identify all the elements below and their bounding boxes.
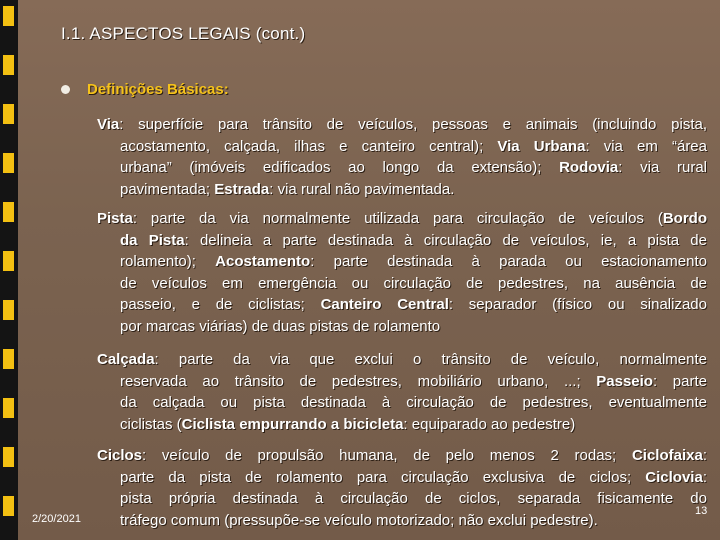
strip-block [3,447,14,467]
paragraph-line [97,349,707,371]
definition-text: passeio, e de ciclistas; [120,296,321,313]
strip-block [3,153,14,173]
strip-block [3,251,14,271]
term-bold: Rodovia [559,159,619,176]
paragraph-pista [97,208,707,337]
paragraph-line [97,251,707,273]
term-bold: da Pista [120,231,185,249]
definition-text: ciclistas ( [120,415,182,433]
definition-text: : parte da via que exclui o trânsito de veículo, normalmente [154,351,707,368]
definition-text: : parte [652,372,707,390]
term-bold: Bordo [662,210,707,227]
paragraph-line [97,294,707,316]
definition-text: reservada ao trânsito de pedestres, mobiliário urbano, ...; [120,372,597,390]
definition-text: da calçada ou pista destinada à circulação de pedestres, eventualmente [120,394,707,411]
paragraph-line [97,392,707,414]
term-bold: Ciclovia [645,468,703,486]
strip-block [3,104,14,124]
term-bold: Via [97,116,120,133]
paragraph-line [97,179,707,201]
strip-block [3,398,14,418]
strip-block [3,496,14,516]
paragraph-via [97,114,707,200]
definition-text: parte da pista de rolamento para circulação exclusiva de ciclos; [120,468,646,486]
definition-text: : via rural [618,159,708,176]
definition-text: tráfego comum (pressupõe-se veículo motorizado; não exclui pedestre). [120,511,598,529]
paragraph-line [97,230,707,252]
term-bold: Ciclofaixa [631,447,703,464]
definition-text: : [702,447,707,464]
page-number: 13 [695,505,708,517]
term-bold: Estrada [214,180,270,198]
definition-text: pavimentada; [120,180,215,198]
footer-date: 2/20/2021 [32,513,81,525]
paragraph-ciclos [97,445,707,531]
definition-text: : separador (físico ou sinalizado [448,296,707,313]
paragraph-line [97,510,707,532]
definition-text: : veículo de propulsão humana, de pelo menos 2 rodas; [142,447,632,464]
definition-text: : parte destinada à parada ou estacionamento [310,253,707,270]
definition-text: : via rural não pavimentada. [269,180,455,198]
definition-text: : [702,468,707,486]
definition-text: : equiparado ao pedestre) [403,415,576,433]
definition-text: pista própria destinada à circulação de ciclos, separada fisicamente do [120,490,707,507]
paragraph-line [97,208,707,230]
definition-text: rolamento); [120,253,216,270]
paragraph-line [97,273,707,295]
paragraph-line [97,157,707,179]
term-bold: Acostamento [215,253,311,270]
strip-block [3,6,14,26]
strip-block [3,300,14,320]
paragraph-line [97,136,707,158]
bullet-dot-icon [61,85,70,94]
definition-text: acostamento, calçada, ilhas e canteiro central); [120,137,498,155]
strip-block [3,202,14,222]
term-bold: Canteiro Central [320,296,449,313]
slide-title: I.1. ASPECTOS LEGAIS (cont.) [61,24,306,43]
definition-text: : delineia a parte destinada à circulação de veículos, ie, a pista de [184,231,707,249]
paragraph-line [97,316,707,338]
bullet-heading-text: Definições Básicas: [87,81,229,98]
definition-text: : superfície para trânsito de veículos, pessoas e animais (incluindo pista, [119,116,707,133]
strip-block [3,55,14,75]
paragraph-line [97,114,707,136]
paragraph-line [97,414,707,436]
term-bold: Pista [97,210,133,227]
strip-block [3,349,14,369]
definition-text: de veículos em emergência ou circulação de pedestres, na ausência de [120,274,707,292]
paragraph-line [97,467,707,489]
paragraph-line [97,445,707,467]
term-bold: Calçada [97,351,155,368]
definition-text: : via em “área [585,137,707,155]
paragraph-calcada [97,349,707,435]
term-bold: Ciclos [97,447,143,464]
paragraph-line [97,371,707,393]
left-decorative-strip [0,0,18,540]
paragraph-line [97,488,707,510]
term-bold: Ciclista empurrando a bicicleta [181,415,404,433]
term-bold: Passeio [596,372,653,390]
definition-text: por marcas viárias) de duas pistas de rolamento [120,317,441,335]
definition-text: : parte da via normalmente utilizada para circulação de veículos ( [132,210,663,227]
definition-text: urbana” (imóveis edificados ao longo da extensão); [120,159,560,176]
term-bold: Via Urbana [497,137,586,155]
